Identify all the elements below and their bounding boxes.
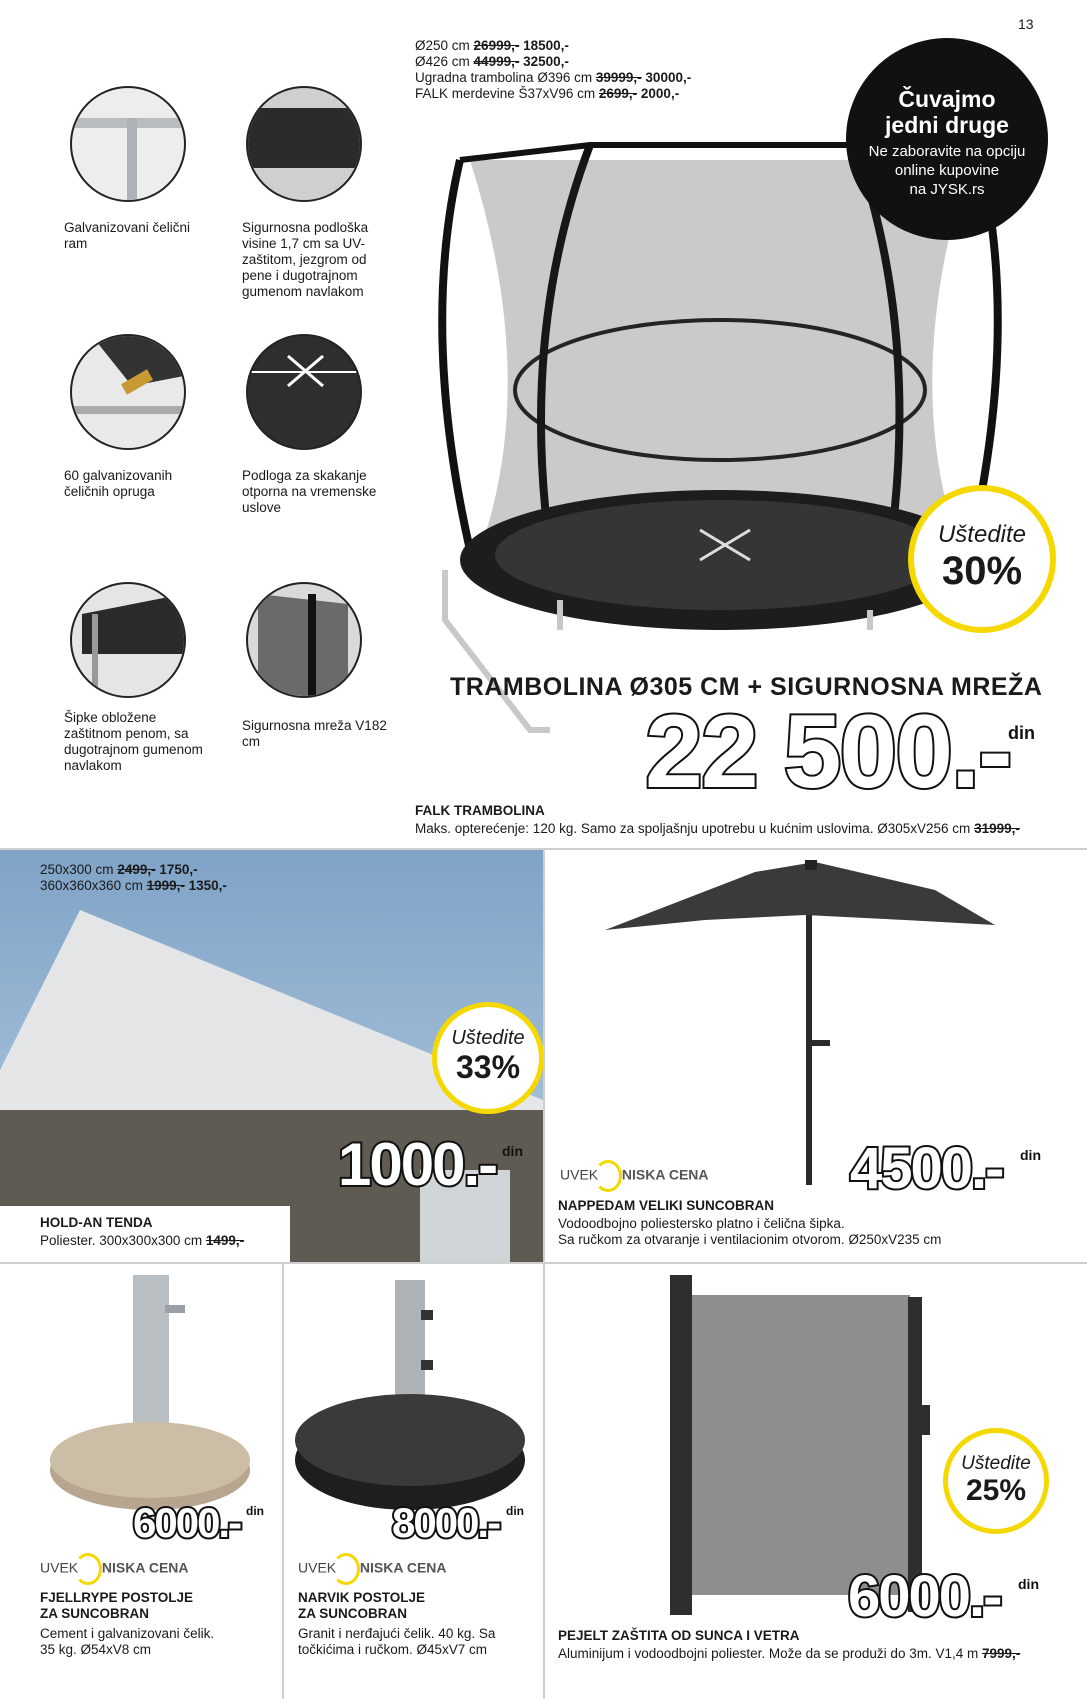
low-price-badge: UVEK NISKA CENA — [298, 1553, 447, 1585]
parasol-price: 4500.- — [850, 1136, 1003, 1201]
currency-label: din — [1020, 1147, 1041, 1163]
narvik-desc: Granit i nerđajući čelik. 40 kg. Sa točkićima i ručkom. Ø45xV7 cm — [298, 1626, 496, 1657]
narvik-name: NARVIK POSTOLJE ZA SUNCOBRAN — [298, 1590, 426, 1621]
promo-circle — [846, 38, 1048, 240]
variant-row: FALK merdevine Š37xV96 cm 2699,- 2000,- — [415, 86, 680, 101]
parasol-name: NAPPEDAM VELIKI SUNCOBRAN — [558, 1198, 775, 1213]
feature-label: 60 galvanizovanih čeličnih opruga — [64, 468, 173, 499]
variant-row: 250x300 cm 2499,- 1750,- — [40, 862, 198, 877]
trampoline-price: 22 500.- — [645, 694, 1011, 810]
currency-label: din — [1018, 1576, 1039, 1592]
variant-row: Ø426 cm 44999,- 32500,- — [415, 54, 569, 69]
feature-label: Galvanizovani čelični ram — [64, 220, 191, 251]
fjellrype-desc: Cement i galvanizovani čelik. 35 kg. Ø54xV8 cm — [40, 1626, 215, 1657]
mat-detail-image — [246, 334, 362, 450]
narvik-price: 8000.- — [392, 1499, 500, 1546]
variant-row: 360x360x360 cm 1999,- 1350,- — [40, 878, 227, 893]
net-detail-image — [246, 582, 362, 698]
frame-detail-image — [70, 86, 186, 202]
low-price-badge: UVEK NISKA CENA — [40, 1553, 189, 1585]
variant-row: Ugradna trambolina Ø396 cm 39999,- 30000,- — [415, 70, 692, 85]
low-price-badge: UVEK NISKA CENA — [560, 1160, 709, 1192]
save-badge — [432, 1002, 544, 1114]
feature-label: Sigurnosna mreža V182 cm — [242, 718, 387, 749]
narvik-base-image — [295, 1280, 535, 1530]
save-label: Uštedite — [961, 1453, 1031, 1474]
currency-label: din — [506, 1504, 524, 1518]
tenda-desc: Poliester. 300x300x300 cm 1499,- — [40, 1233, 245, 1248]
section-divider — [543, 1262, 545, 1699]
trampoline-name: FALK TRAMBOLINA — [415, 803, 545, 818]
fjellrype-base-image — [45, 1275, 270, 1525]
pad-detail-image — [246, 86, 362, 202]
save-percent: 33% — [455, 1049, 521, 1085]
tenda-price: 1000.- — [338, 1131, 497, 1198]
section-divider — [282, 1262, 284, 1699]
poles-detail-image — [70, 582, 186, 698]
trampoline-variants — [415, 38, 691, 102]
save-badge — [908, 485, 1056, 633]
tenda-variants — [40, 862, 227, 894]
currency-label: din — [246, 1504, 264, 1518]
trampoline-desc: Maks. opterećenje: 120 kg. Samo za spoljašnju upotrebu u kućnim uslovima. Ø305xV256 cm 31999,- — [415, 821, 1020, 836]
page-number: 13 — [1018, 16, 1034, 32]
tenda-name: HOLD-AN TENDA — [40, 1215, 153, 1230]
feature-label: Šipke obložene zaštitnom penom, sa dugotrajnom gumenom navlakom — [64, 710, 203, 773]
pejelt-desc: Aluminijum i vodoodbojni poliester. Može da se produži do 3m. V1,4 m 7999,- — [558, 1646, 1021, 1661]
pejelt-name: PEJELT ZAŠTITA OD SUNCA I VETRA — [558, 1628, 800, 1643]
save-badge — [943, 1428, 1049, 1534]
save-label: Uštedite — [451, 1027, 525, 1049]
save-label: Uštedite — [937, 521, 1027, 548]
promo-text: Ne zaboravite na opciju online kupovine na JYSK.rs — [868, 143, 1026, 198]
trampoline-headline: TRAMBOLINA Ø305 CM + SIGURNOSNA MREŽA — [450, 673, 1043, 701]
fjellrype-name: FJELLRYPE POSTOLJE ZA SUNCOBRAN — [40, 1590, 194, 1621]
feature-label: Sigurnosna podloška visine 1,7 cm sa UV-zaštitom, jezgrom od pene i dugotrajnom gumenom navlakom — [242, 220, 369, 299]
parasol-desc: Vodoodbojno poliestersko platno i čelična šipka. Sa ručkom za otvaranje i ventilacionim otvorom. Ø250xV235 cm — [558, 1216, 942, 1247]
section-divider — [543, 850, 545, 1262]
currency-label: din — [1008, 723, 1035, 743]
currency-label: din — [502, 1143, 523, 1159]
save-percent: 25% — [965, 1474, 1027, 1507]
save-percent: 30% — [941, 549, 1023, 593]
fjellrype-price: 6000.- — [133, 1499, 241, 1546]
promo-title: Čuvajmo jedni druge — [885, 86, 1009, 138]
feature-label: Podloga za skakanje otporna na vremenske uslove — [242, 468, 377, 515]
pejelt-price: 6000.- — [848, 1564, 1001, 1629]
variant-row: Ø250 cm 26999,- 18500,- — [415, 38, 569, 53]
springs-detail-image — [70, 334, 186, 450]
